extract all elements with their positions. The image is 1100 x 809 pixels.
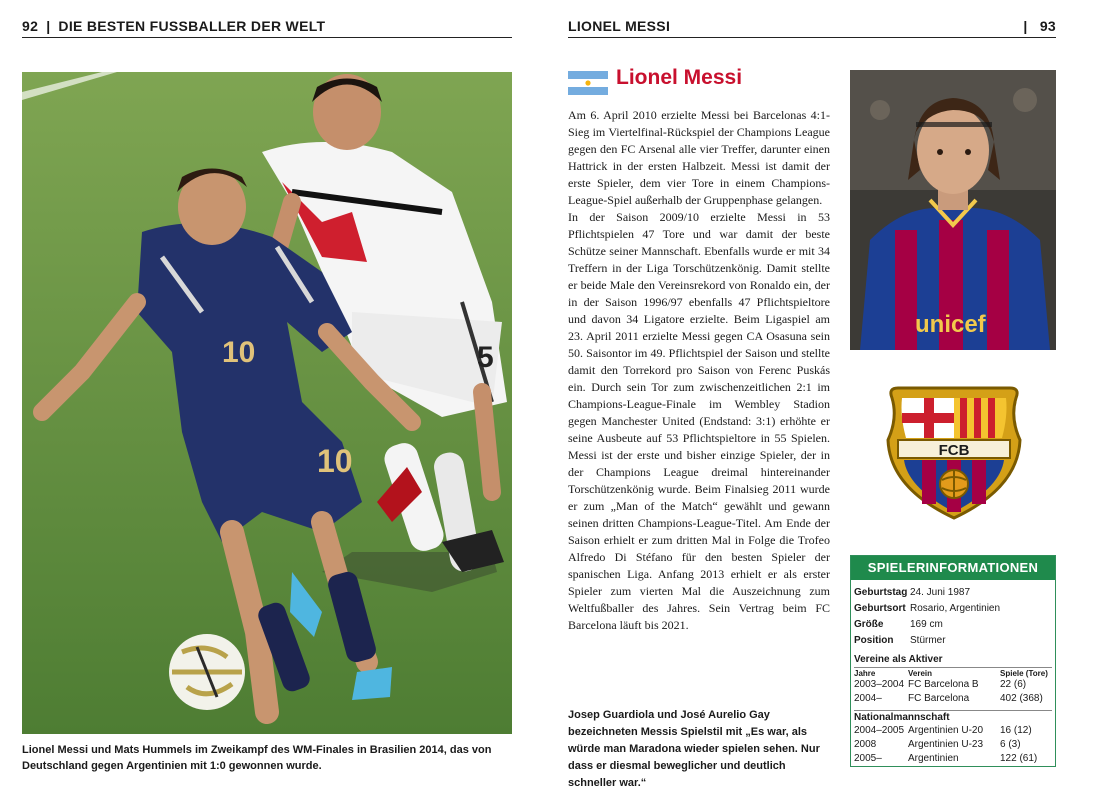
page-number-right-wrap xyxy=(1015,18,1056,34)
national-section-title: Nationalmannschaft xyxy=(854,710,1052,724)
header-separator-right: | xyxy=(1023,18,1028,34)
club-name: FC Barcelona B xyxy=(908,679,979,690)
article-title: Lionel Messi xyxy=(616,66,743,89)
club-years: 2003–2004 xyxy=(854,679,905,690)
pull-quote: Josep Guardiola und José Aurelio Gay bezeichneten Messis Spielstil mit „Es war, als würde man Maradona wieder spielen sehen. Nur dass er diesmal beweglicher und deutlich schneller war.“ xyxy=(568,709,820,789)
national-years: 2005– xyxy=(854,753,882,764)
club-row xyxy=(854,678,1052,692)
portrait-shirt-text: unicef xyxy=(915,311,986,338)
national-row xyxy=(854,738,1052,752)
column-games: Spiele (Tore) xyxy=(1000,669,1048,678)
fact-value: Rosario, Argentinien xyxy=(910,603,1001,614)
club-years: 2004– xyxy=(854,693,882,704)
player-info-box xyxy=(850,555,1056,767)
crest-initials: FCB xyxy=(938,442,970,459)
football xyxy=(169,634,245,710)
article-paragraph-1: Am 6. April 2010 erzielte Messi bei Barcelonas 4:1-Sieg im Viertelfinal-Rückspiel der Champions League gegen den FC Arsenal alle vier Treffer, darunter einen Hattrick in der ersten Halbzeit. Messi ist damit der erste Spieler, dem vier Tore in einem Champions-League-Spiel außerhalb der Gruppenphase gelangen. xyxy=(568,108,830,207)
player-info-title: SPIELERINFORMATIONEN xyxy=(851,556,1055,580)
fact-label: Geburtsort xyxy=(854,603,906,614)
fact-value: 24. Juni 1987 xyxy=(910,587,971,598)
photo-caption: Lionel Messi und Mats Hummels im Zweikampf des WM-Finales in Brasilien 2014, das von Deutschland gegen Argentinien mit 1:0 gewonnen wurde. xyxy=(22,744,492,772)
column-years: Jahre xyxy=(854,669,876,678)
national-games: 6 (3) xyxy=(1000,739,1021,750)
national-row xyxy=(854,724,1052,738)
svg-text:5: 5 xyxy=(477,341,494,374)
fact-row xyxy=(854,585,1052,601)
club-games: 22 (6) xyxy=(1000,679,1027,690)
club-row xyxy=(854,692,1052,706)
article-body xyxy=(568,107,830,634)
running-head-right xyxy=(568,14,1056,38)
fact-row xyxy=(854,617,1052,633)
club-games: 402 (368) xyxy=(1000,693,1043,704)
fact-label: Geburtstag xyxy=(854,587,908,598)
fc-barcelona-crest-icon xyxy=(884,384,1024,522)
national-team: Argentinien U-20 xyxy=(908,725,984,736)
national-row xyxy=(854,752,1052,766)
fact-label: Position xyxy=(854,635,894,646)
running-head-left xyxy=(22,14,512,38)
svg-text:10: 10 xyxy=(317,443,353,479)
page-number-left: 92 xyxy=(22,18,39,34)
clubs-column-headers xyxy=(854,667,1052,678)
match-photo xyxy=(22,72,512,734)
fact-value: 169 cm xyxy=(910,619,943,630)
fact-value: Stürmer xyxy=(910,635,946,646)
national-team: Argentinien U-23 xyxy=(908,739,984,750)
argentina-flag-icon xyxy=(568,71,608,95)
book-title: DIE BESTEN FUSSBALLER DER WELT xyxy=(58,18,326,34)
header-separator-left: | xyxy=(46,18,51,34)
fact-label: Größe xyxy=(854,619,884,630)
national-team: Argentinien xyxy=(908,753,959,764)
svg-text:10: 10 xyxy=(222,336,256,369)
national-years: 2004–2005 xyxy=(854,725,905,736)
club-name: FC Barcelona xyxy=(908,693,970,704)
player-info-body xyxy=(851,580,1055,766)
national-years: 2008 xyxy=(854,739,877,750)
fact-row xyxy=(854,633,1052,649)
clubs-section-title: Vereine als Aktiver xyxy=(854,654,943,665)
messi-portrait-photo xyxy=(850,70,1056,350)
chapter-title: LIONEL MESSI xyxy=(568,18,671,34)
fact-row xyxy=(854,601,1052,617)
national-games: 122 (61) xyxy=(1000,753,1038,764)
column-club: Verein xyxy=(908,669,933,678)
page-number-right: 93 xyxy=(1039,18,1056,34)
national-games: 16 (12) xyxy=(1000,725,1032,736)
article-paragraph-2: In der Saison 2009/10 erzielte Messi in 53 Pflichtspielen 47 Tore und war damit der beste Schütze seiner Mannschaft. Ebenfalls wurde er mit 34 Treffern in der Liga Torschützenkönig. Damit stellte er beide Male den Vereinsrekord von Ronaldo ein, der in der Saison 1996/97 ebenfalls 47 Pflichtspieltore und davon 34 Ligatore erzielte. Beim Ligaspiel am 23. April 2011 erzielte Messi gegen CA Osasuna sein 50. Saisontor im 49. Pflichtspiel der Saison und stellte damit den Torrekord pro Saison von Ferenc Puskás ein. Durch sein Tor zum zwischenzeitlichen 2:1 im Champions-League-Finale im Wembley Stadion gegen Manchester United (Endstand: 3:1) erhöhte er seine Ausbeute auf 53 Pflichtspieltore in 55 Spielen. Messi ist der erste und bisher einzige Spieler, der in der Champions League dreimal hintereinander Torschützenkönig wurde. Beim Finalsieg 2011 wurde er zum „Man of the Match“ gewählt und gewann seinen dritten Champions-League-Titel. Am Ende der Saison erhielt er zum dritten Mal in Folge die Trofeo Alfredo Di Stéfano für den besten Spieler der spanischen Liga. Anfang 2013 erhielt er als erster Spieler zum vierten Mal die Auszeichnung zum Weltfußballer des Jahres. Sein Vertrag beim FC Barcelona läuft bis 2021. xyxy=(568,210,830,632)
match-photo-illustration xyxy=(22,72,512,734)
